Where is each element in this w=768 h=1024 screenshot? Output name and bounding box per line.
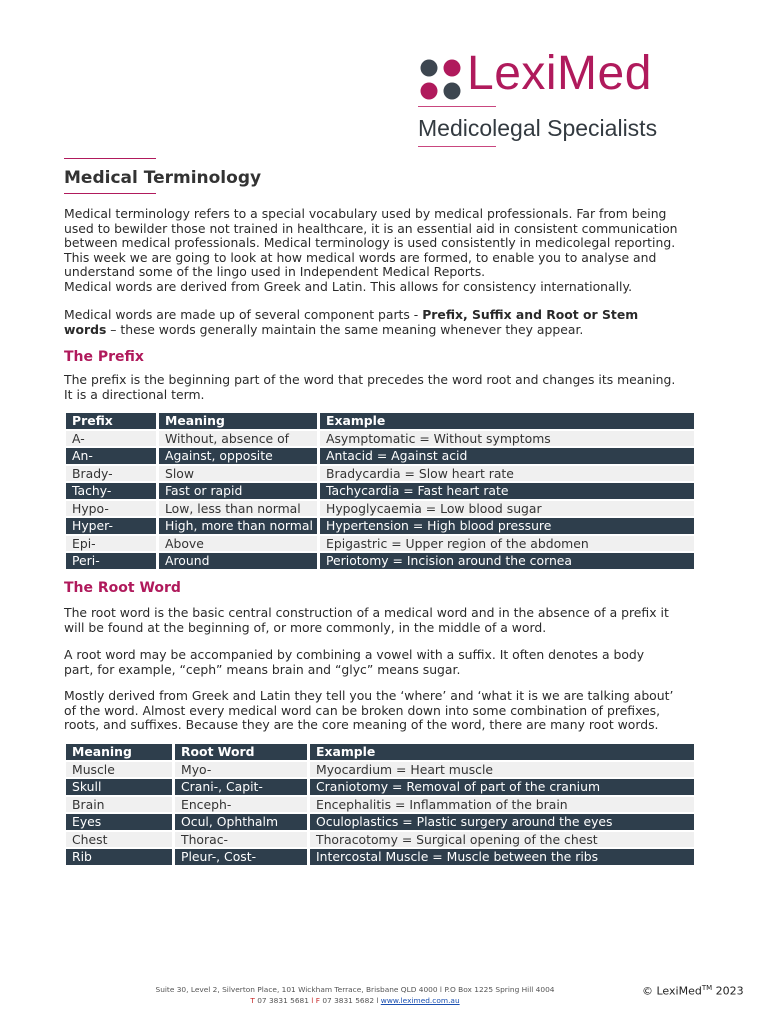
table-cell: Rib: [66, 849, 172, 865]
table-cell: Periotomy = Incision around the cornea: [320, 553, 694, 569]
trademark-mark: TM: [701, 984, 713, 992]
text-line: [64, 323, 694, 338]
table-row: [66, 553, 694, 569]
text-run: – these words generally maintain the same meaning whenever they appear.: [106, 321, 584, 337]
table-cell: Fast or rapid: [159, 483, 317, 499]
logo-divider: [418, 106, 496, 107]
root-heading: The Root Word: [64, 580, 181, 596]
prefix-paragraph: [64, 373, 694, 402]
table-row: [66, 832, 694, 848]
text-line: Medical terminology refers to a special vocabulary used by medical professionals. Far from being: [64, 206, 667, 221]
text-line: The root word is the basic central construction of a medical word and in the absence of a prefix it: [64, 605, 669, 620]
logo-wordmark: LexiMed: [467, 47, 652, 100]
phone-number: 07 3831 5681: [254, 996, 312, 1005]
text-line: This week we are going to look at how medical words are formed, to enable you to analyse and: [64, 249, 657, 265]
copyright-year: 2023: [712, 984, 744, 998]
table-cell: Tachy-: [66, 483, 156, 499]
root-word-table: [66, 742, 694, 867]
root-paragraph-2: [64, 648, 694, 677]
table-cell: Hypo-: [66, 501, 156, 517]
prefix-table: [66, 411, 694, 571]
table-cell: Ocul, Ophthalm: [175, 814, 307, 830]
table-row: [66, 431, 694, 447]
column-header: Meaning: [159, 413, 317, 429]
table-row: [66, 518, 694, 534]
table-cell: Muscle: [66, 762, 172, 778]
bold-term: words: [64, 321, 107, 337]
table-cell: Thoracotomy = Surgical opening of the chest: [310, 832, 694, 848]
text-line: will be found at the beginning of, or more commonly, in the middle of a word.: [64, 619, 547, 635]
table-cell: Without, absence of: [159, 431, 317, 447]
table-row: [66, 466, 694, 482]
table-cell: Eyes: [66, 814, 172, 830]
table-cell: High, more than normal: [159, 518, 317, 534]
table-row: [66, 483, 694, 499]
prefix-heading: The Prefix: [64, 349, 144, 365]
bold-term: Prefix, Suffix and Root or Stem: [422, 307, 639, 322]
column-header: Example: [310, 744, 694, 760]
website-link[interactable]: www.leximed.com.au: [380, 996, 460, 1005]
text-line: between medical professionals. Medical terminology is used consistently in medicolegal reporting.: [64, 235, 676, 251]
root-paragraph-1: [64, 606, 694, 635]
table-cell: An-: [66, 448, 156, 464]
table-cell: Epi-: [66, 536, 156, 552]
table-cell: Pleur-, Cost-: [175, 849, 307, 865]
fax-number: 07 3831 5682: [319, 996, 377, 1005]
table-cell: Craniotomy = Removal of part of the cranium: [310, 779, 694, 795]
table-cell: Enceph-: [175, 797, 307, 813]
table-cell: Low, less than normal: [159, 501, 317, 517]
text-line: The prefix is the beginning part of the word that precedes the word root and changes its meaning.: [64, 372, 676, 387]
text-line: Medical words are derived from Greek and Latin. This allows for consistency internationally.: [64, 278, 633, 294]
table-cell: Hypoglycaemia = Low blood sugar: [320, 501, 694, 517]
table-cell: Myocardium = Heart muscle: [310, 762, 694, 778]
table-cell: Peri-: [66, 553, 156, 569]
text-line: used to bewilder those not trained in healthcare, it is an essential aid in consistent communication: [64, 220, 678, 236]
table-cell: Brady-: [66, 466, 156, 482]
copyright-text: © LexiMed: [642, 984, 702, 998]
table-header-row: [66, 413, 694, 429]
table-cell: Tachycardia = Fast heart rate: [320, 483, 694, 499]
table-cell: Crani-, Capit-: [175, 779, 307, 795]
column-header: Prefix: [66, 413, 156, 429]
column-header: Root Word: [175, 744, 307, 760]
table-cell: Asymptomatic = Without symptoms: [320, 431, 694, 447]
logo-divider: [418, 146, 496, 147]
intro-paragraph: [64, 207, 694, 295]
table-row: [66, 779, 694, 795]
table-cell: Skull: [66, 779, 172, 795]
logo-dots-icon: [417, 56, 465, 104]
table-cell: Around: [159, 553, 317, 569]
text-run: Medical words are made up of several component parts -: [64, 307, 423, 322]
text-line: Mostly derived from Greek and Latin they tell you the ‘where’ and ‘what it is we are talking about’: [64, 688, 674, 703]
text-line: part, for example, “ceph” means brain and “glyc” means sugar.: [64, 661, 461, 677]
table-cell: Thorac-: [175, 832, 307, 848]
footer-contact: [0, 995, 710, 1006]
table-row: [66, 762, 694, 778]
text-line: understand some of the lingo used in Independent Medical Reports.: [64, 264, 486, 280]
fax-label: F: [313, 996, 320, 1005]
footer-address: Suite 30, Level 2, Silverton Place, 101 Wickham Terrace, Brisbane QLD 4000 l P.O Box 1225 Spring Hill 4004: [155, 985, 555, 994]
table-row: [66, 448, 694, 464]
table-header-row: [66, 744, 694, 760]
separator: l: [311, 996, 314, 1005]
table-cell: Intercostal Muscle = Muscle between the ribs: [310, 849, 694, 865]
title-rule-top: [64, 158, 156, 159]
title-rule-bottom: [64, 193, 156, 194]
table-cell: Myo-: [175, 762, 307, 778]
column-header: Example: [320, 413, 694, 429]
table-cell: Against, opposite: [159, 448, 317, 464]
table-cell: Antacid = Against acid: [320, 448, 694, 464]
separator: l: [376, 996, 381, 1005]
table-row: [66, 536, 694, 552]
text-line: roots, and suffixes. Because they are the core meaning of the word, there are many root words.: [64, 717, 659, 733]
table-cell: Hypertension = High blood pressure: [320, 518, 694, 534]
table-cell: Bradycardia = Slow heart rate: [320, 466, 694, 482]
components-paragraph: [64, 308, 694, 337]
phone-label: T: [250, 996, 255, 1005]
text-line: It is a directional term.: [64, 386, 205, 402]
page-title: Medical Terminology: [64, 168, 262, 188]
table-cell: Slow: [159, 466, 317, 482]
column-header: Meaning: [66, 744, 172, 760]
text-line: of the word. Almost every medical word can be broken down into some combination of prefixes,: [64, 702, 661, 718]
table-cell: Chest: [66, 832, 172, 848]
text-line: A root word may be accompanied by combining a vowel with a suffix. It often denotes a body: [64, 647, 645, 662]
table-row: [66, 814, 694, 830]
table-row: [66, 501, 694, 517]
text-line: [64, 308, 694, 323]
table-cell: A-: [66, 431, 156, 447]
logo-tagline: Medicolegal Specialists: [418, 115, 658, 141]
table-cell: Hyper-: [66, 518, 156, 534]
copyright-notice: [642, 984, 744, 998]
table-cell: Encephalitis = Inflammation of the brain: [310, 797, 694, 813]
table-cell: Above: [159, 536, 317, 552]
table-cell: Epigastric = Upper region of the abdomen: [320, 536, 694, 552]
table-cell: Oculoplastics = Plastic surgery around the eyes: [310, 814, 694, 830]
table-row: [66, 849, 694, 865]
root-paragraph-3: [64, 689, 694, 733]
table-cell: Brain: [66, 797, 172, 813]
table-row: [66, 797, 694, 813]
